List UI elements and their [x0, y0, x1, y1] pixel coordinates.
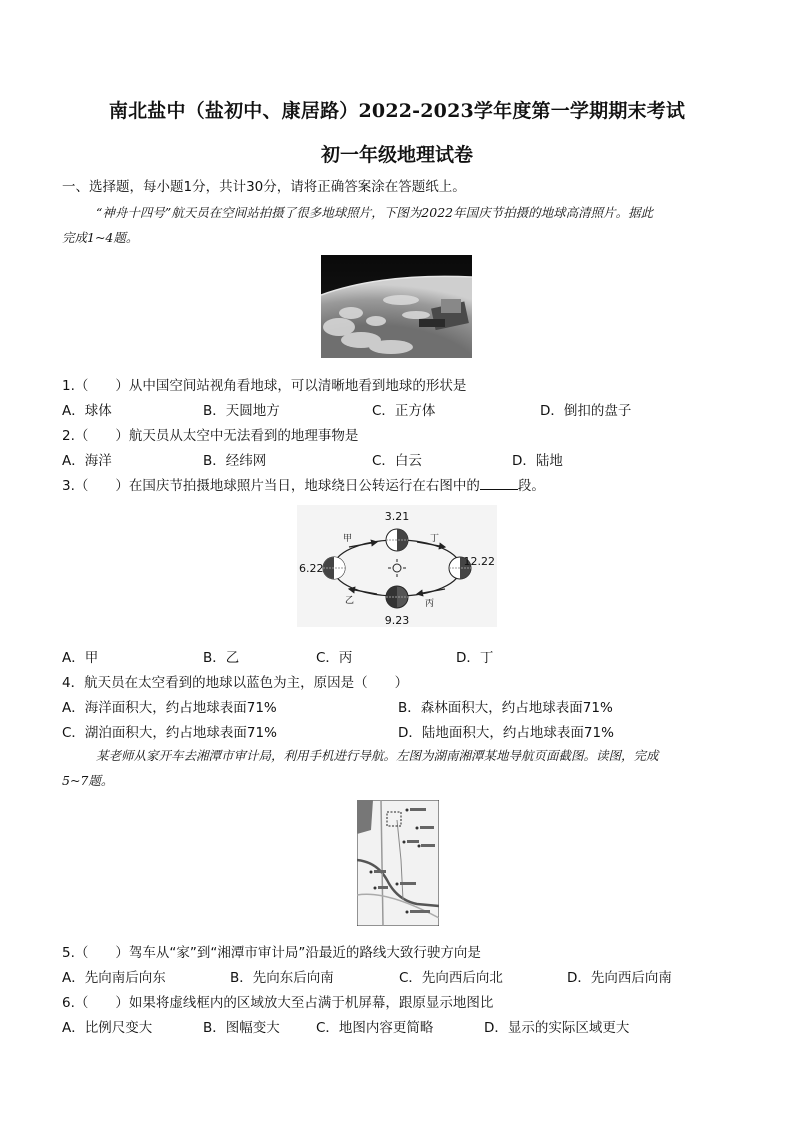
- navigation-map: [357, 800, 439, 926]
- q1-stem: 1.（ ）从中国空间站视角看地球，可以清晰地看到地球的形状是: [62, 378, 467, 394]
- page-subtitle: 初一年级地理试卷: [320, 144, 473, 166]
- q3-option-c[interactable]: C．丙: [316, 650, 353, 666]
- passage1-line1: “神舟十四号”航天员在空间站拍摄了很多地球照片，下图为2022年国庆节拍摄的地球高清照片。据此: [96, 205, 654, 220]
- q3-option-a[interactable]: A．甲: [62, 650, 99, 666]
- q3-stem-text: 3.（ ）在国庆节拍摄地球照片当日，地球绕日公转运行在右图中的: [62, 478, 480, 494]
- q6-option-a[interactable]: A．比例尺变大: [62, 1020, 153, 1036]
- q1-option-d[interactable]: D．倒扣的盘子: [540, 403, 632, 419]
- q4-option-c[interactable]: C．湖泊面积大，约占地球表面71%: [62, 725, 277, 741]
- q2-option-a[interactable]: A．海洋: [62, 453, 112, 469]
- q4-option-b[interactable]: B．森林面积大，约占地球表面71%: [398, 700, 613, 716]
- page-title: 南北盐中（盐初中、康居路）2022-2023学年度第一学期期末考试: [108, 100, 686, 122]
- svg-text:3.21: 3.21: [384, 510, 410, 523]
- q6-stem: 6.（ ）如果将虚线框内的区域放大至占满于机屏幕，跟原显示地图比: [62, 995, 494, 1011]
- q2-option-b[interactable]: B．经纬网: [203, 453, 267, 469]
- q6-option-c[interactable]: C．地图内容更简略: [316, 1020, 434, 1036]
- q6-option-b[interactable]: B．图幅变大: [203, 1020, 280, 1036]
- svg-text:12.22: 12.22: [463, 555, 495, 568]
- earth-left: [323, 557, 345, 579]
- q3-stem-suffix: 段。: [517, 478, 545, 494]
- passage2-line1: 某老师从家开车去湘潭市审计局，利用手机进行导航。左图为湖南湘潭某地导航页面截图。读图，完成: [96, 748, 659, 763]
- svg-text:6.22: 6.22: [299, 562, 324, 575]
- q1-option-a[interactable]: A．球体: [62, 403, 112, 419]
- answer-blank[interactable]: [480, 477, 518, 490]
- earth-top: [386, 529, 408, 551]
- svg-text:甲: 甲: [343, 534, 353, 544]
- q1-option-b[interactable]: B．天圆地方: [203, 403, 280, 419]
- q1-option-c[interactable]: C．正方体: [372, 403, 436, 419]
- q4-option-d[interactable]: D．陆地面积大，约占地球表面71%: [398, 725, 614, 741]
- q2-stem: 2.（ ）航天员从太空中无法看到的地理事物是: [62, 428, 359, 444]
- passage1-line2: 完成1~4题。: [62, 230, 139, 245]
- q5-option-b[interactable]: B．先向东后向南: [230, 970, 334, 986]
- q6-option-d[interactable]: D．显示的实际区域更大: [484, 1020, 630, 1036]
- svg-text:丙: 丙: [425, 599, 435, 609]
- earth-photo: [321, 255, 472, 358]
- svg-text:丁: 丁: [430, 534, 440, 544]
- svg-text:乙: 乙: [345, 596, 355, 606]
- q4-option-a[interactable]: A．海洋面积大，约占地球表面71%: [62, 700, 277, 716]
- q2-option-d[interactable]: D．陆地: [512, 453, 563, 469]
- q3-option-d[interactable]: D．丁: [456, 650, 494, 666]
- q4-stem: 4．航天员在太空看到的地球以蓝色为主，原因是（ ）: [62, 675, 409, 691]
- section-instruction: 一、选择题，每小题1分，共计30分，请将正确答案涂在答题纸上。: [62, 179, 466, 195]
- q5-option-a[interactable]: A．先向南后向东: [62, 970, 166, 986]
- earth-bottom: [386, 586, 408, 608]
- q5-stem: 5.（ ）驾车从“家”到“湘潭市审计局”沿最近的路线大致行驶方向是: [62, 945, 481, 961]
- orbit-diagram: [297, 505, 497, 627]
- q2-option-c[interactable]: C．白云: [372, 453, 422, 469]
- q5-option-d[interactable]: D．先向西后向南: [567, 970, 672, 986]
- svg-text:9.23: 9.23: [384, 614, 410, 627]
- passage2-line2: 5~7题。: [62, 773, 114, 788]
- q3-stem: [62, 474, 545, 494]
- q5-option-c[interactable]: C．先向西后向北: [399, 970, 503, 986]
- q3-option-b[interactable]: B．乙: [203, 650, 240, 666]
